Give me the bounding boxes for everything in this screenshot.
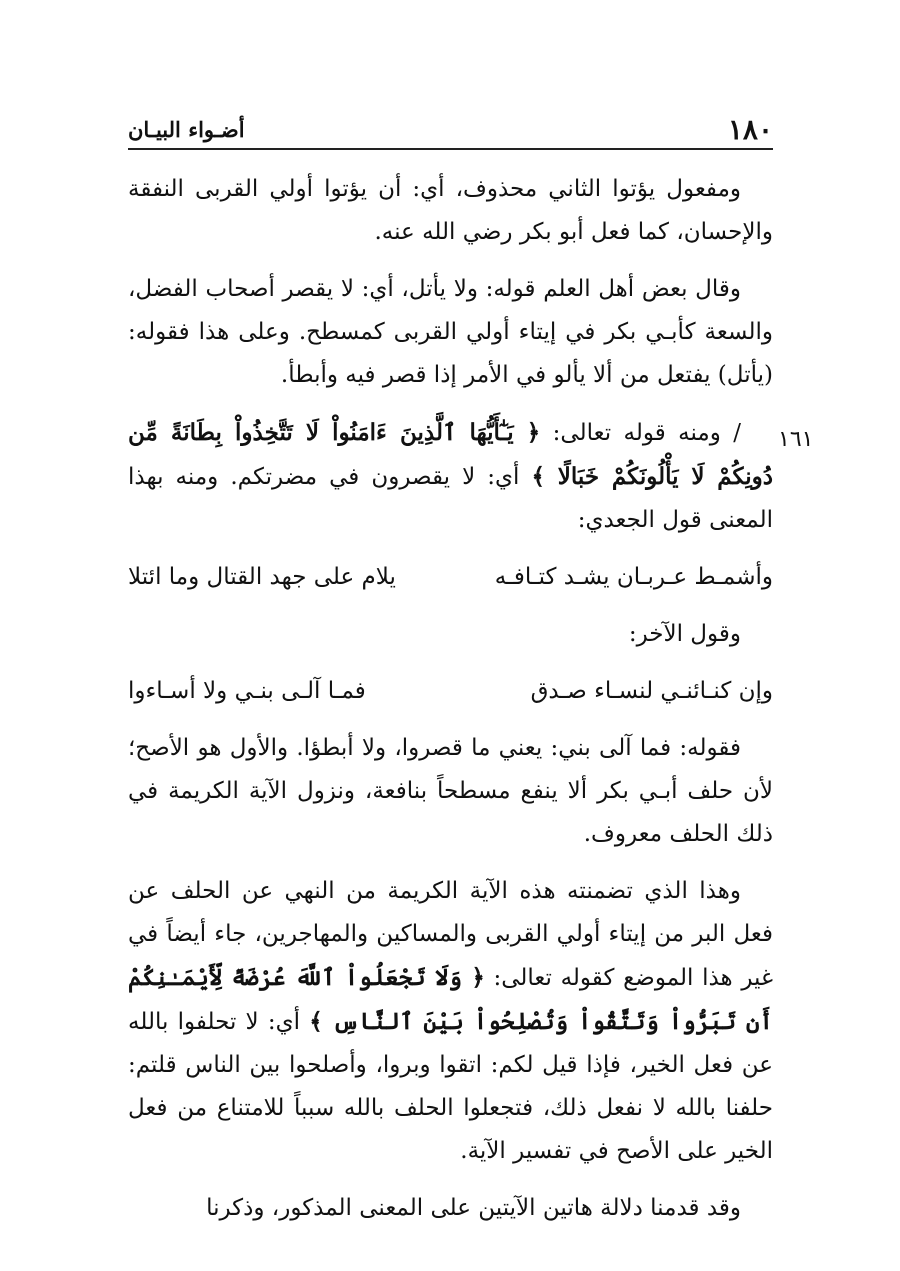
book-title: أضـواء البيـان	[128, 117, 245, 142]
poetry-verse-1	[128, 556, 773, 599]
verse-2-intro: وقول الآخر:	[628, 621, 741, 647]
quran-verse-1: ﴿ يَـٰٓأَيُّهَا ٱلَّذِينَ ءَامَنُواْ لَا تَتَّخِذُواْ بِطَانَةً مِّن دُونِكُمْ لَا يَأْلُونَكُمْ خَبَالًا ﴾	[128, 419, 773, 490]
page-number: ١٨٠	[727, 113, 773, 146]
paragraph-4: فقوله: فما آلى بني: يعني ما قصروا، ولا أبطؤا. والأول هو الأصح؛ لأن حلف أبـي بكر ألا ينفع مسطحاً بنافعة، ونزول الآية الكريمة في ذلك الحلف معروف.	[128, 735, 773, 847]
paragraph-3	[128, 411, 773, 542]
paragraph-6: وقد قدمنا دلالة هاتين الآيتين على المعنى المذكور، وذكرنا	[206, 1195, 741, 1221]
page-header	[128, 112, 773, 150]
paragraph-1: ومفعول يؤتوا الثاني محذوف، أي: أن يؤتوا أولي القربى النفقة والإحسان، كما فعل أبو بكر رضي الله عنه.	[128, 176, 773, 245]
paragraph-5-intro: وهذا الذي تضمنته هذه الآية الكريمة من النهي عن الحلف عن فعل البر من إيتاء أولي القربى والمساكين والمهاجرين، جاء أيضاً في غير هذا الموضع كقوله تعالى:	[128, 878, 774, 991]
verse-1-second-hemistich: يلام على جهد القتال وما ائتلا	[128, 564, 396, 590]
verse-1-first-hemistich: وأشمـط عـربـان يشـد كتـافـه	[494, 564, 773, 590]
paragraph-5-rest: أي: لا تحلفوا بالله عن فعل الخير، فإذا قيل لكم: اتقوا وبروا، وأصلحوا بين الناس قلتم: حلفنا بالله لا نفعل ذلك، فتجعلوا الحلف بالله سبباً للامتناع من فعل الخير على الأصح في تفسير الآية.	[128, 1009, 773, 1164]
quran-verse-2: ﴿ وَلَا تَجْعَلُواْ ٱللَّهَ عُرْضَةً لِّأَيْمَـٰنِكُمْ أَن تَبَرُّواْ وَتَتَّقُواْ وَتُصْلِحُواْ بَيْنَ ٱلنَّاسِ ﴾	[128, 964, 774, 1035]
paragraph-5	[128, 870, 773, 1173]
paragraph-3-rest: أي: لا يقصرون في مضرتكم. ومنه بهذا المعنى قول الجعدي:	[128, 464, 773, 533]
paragraph-2: وقال بعض أهل العلم قوله: ولا يأتل، أي: لا يقصر أصحاب الفضل، والسعة كأبـي بكر في إيتاء أولي القربى كمسطح. وعلى هذا فقوله: (يأتل) يفتعل من ألا يألو في الأمر إذا قصر فيه وأبطأ.	[128, 276, 773, 388]
verse-2-second-hemistich: فمـا آلـى بنـي ولا أسـاءوا	[128, 678, 366, 704]
poetry-verse-2	[128, 670, 773, 713]
margin-page-reference: ١٦١	[778, 427, 814, 452]
body-text	[128, 168, 773, 1244]
paragraph-3-intro: / ومنه قوله تعالى:	[540, 420, 742, 446]
verse-2-first-hemistich: وإن كنـائنـي لنسـاء صـدق	[530, 678, 773, 704]
